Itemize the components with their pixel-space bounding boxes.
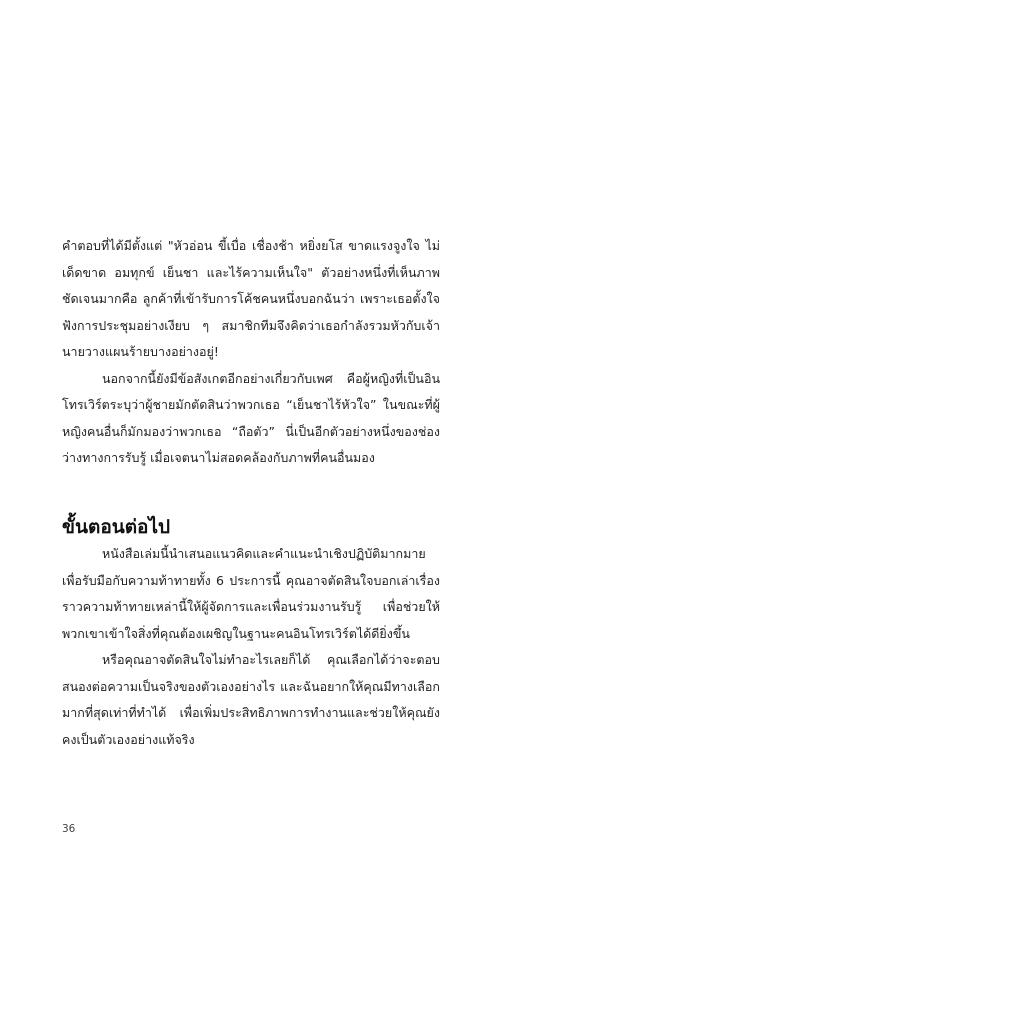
paragraph: คำตอบที่ได้มีตั้งแต่ "หัวอ่อน ขี้เบื่อ เชื่องช้า หยิ่งยโส ขาดแรงจูงใจ ไม่เด็ดขาด อมทุกข์ เย็นชา และไร้ความเห็นใจ" ตัวอย่างหนึ่งที่เห็นภาพชัดเจนมากคือ ลูกค้าที่เข้ารับการโค้ชคนหนึ่งบอกฉันว่า เพราะเธอตั้งใจฟังการประชุมอย่างเงียบ ๆ สมาชิกทีมจึงคิดว่าเธอกำลังรวมหัวกับเจ้านายวางแผนร้ายบางอย่างอยู่! [62,238,440,359]
section-heading: ขั้นตอนต่อไป [62,516,171,538]
page-number: 36 [62,823,76,835]
right-page [512,0,1024,1024]
paragraph: หรือคุณอาจตัดสินใจไม่ทำอะไรเลยก็ได้ คุณเลือกได้ว่าจะตอบสนองต่อความเป็นจริงของตัวเองอย่างไร และฉันอยากให้คุณมีทางเลือกมากที่สุดเท่าที่ทำได้ เพื่อเพิ่มประสิทธิภาพการทำงานและช่วยให้คุณยังคงเป็นตัวเองอย่างแท้จริง [62,652,440,747]
paragraph: นอกจากนี้ยังมีข้อสังเกตอีกอย่างเกี่ยวกับเพศ คือผู้หญิงที่เป็นอินโทรเวิร์ตระบุว่าผู้ชายมักตัดสินว่าพวกเธอ “เย็นชาไร้หัวใจ” ในขณะที่ผู้หญิงคนอื่นก็มักมองว่าพวกเธอ “ถือตัว” นี่เป็นอีกตัวอย่างหนึ่งของช่องว่างทางการรับรู้ เมื่อเจตนาไม่สอดคล้องกับภาพที่คนอื่นมอง [62,370,440,465]
intro-text [62,233,440,472]
paragraph: หนังสือเล่มนี้นำเสนอแนวคิดและคำแนะนำเชิงปฏิบัติมากมายเพื่อรับมือกับความท้าทายทั้ง 6 ประการนี้ คุณอาจตัดสินใจบอกเล่าเรื่องราวความท้าทายเหล่านี้ให้ผู้จัดการและเพื่อนร่วมงานรับรู้ เพื่อช่วยให้พวกเขาเข้าใจสิ่งที่คุณต้องเผชิญในฐานะคนอินโทรเวิร์ตได้ดียิ่งขึ้น [62,546,440,641]
section-text [62,541,440,753]
